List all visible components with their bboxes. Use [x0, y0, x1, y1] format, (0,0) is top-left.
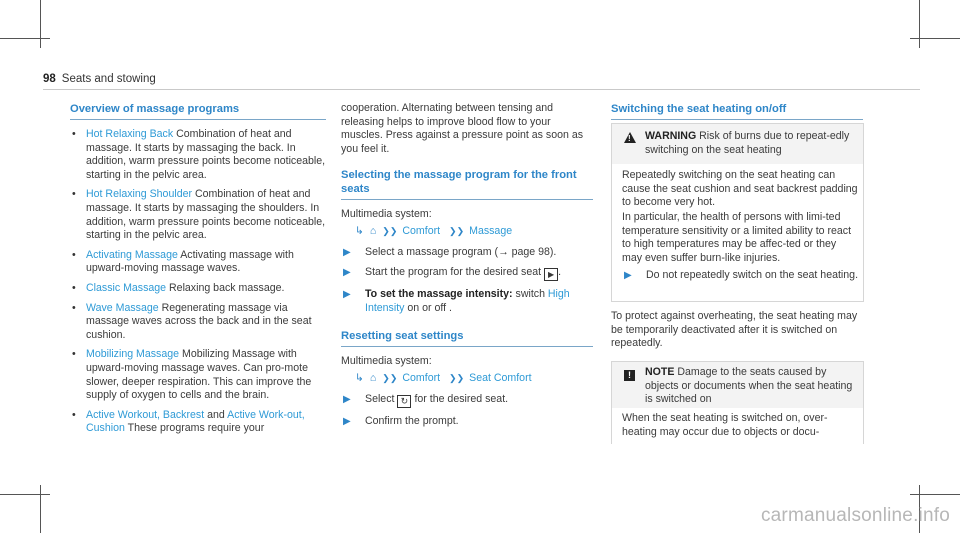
note-title: NOTE Damage to the seats caused by objects or documents when the seat heating is switched on: [645, 366, 853, 406]
step-arrow-icon: ▶: [343, 267, 351, 279]
return-arrow-icon: ↳: [355, 371, 364, 384]
protect-paragraph: To protect against overheating, the seat heating may be temporarily deactivated after it is switched on repeatedly.: [611, 310, 858, 350]
crop-mark: [0, 38, 50, 39]
program-link[interactable]: Active Work-out, Cushion: [86, 408, 305, 435]
step-arrow-icon: ▶: [343, 246, 351, 258]
chevron-right-icon: ❯❯: [382, 225, 398, 236]
program-link[interactable]: Classic Massage: [86, 281, 167, 294]
list-item: • Hot Relaxing Shoulder Combination of heat and massage. It starts by massaging the shoulders. In addition, warm pressure points become noticeable, starting in the pelvic area.: [70, 188, 326, 242]
note-box: [611, 361, 864, 444]
play-icon[interactable]: ▶: [544, 268, 558, 281]
list-item: • Mobilizing Massage Mobilizing Massage with upward-moving massage waves. Can pro-mote slower, deeper respiration. This can improve the supply of oxygen to cells and the brain.: [70, 348, 326, 402]
reset-icon[interactable]: ↻: [397, 395, 411, 408]
massage-program-list: [70, 128, 326, 436]
intro-paragraph: cooperation. Alternating between tensing and releasing helps to improve blood flow to your muscles. Press against a pressure point as soon as you feel it.: [341, 102, 584, 155]
section-heading: Resetting seat settings: [341, 330, 464, 343]
warning-paragraph: In particular, the health of persons with limi-ted temperature sensitivity or a limited ability to react to high temperatures may be affec-ted or they may even suffer burn-like injuries.: [622, 211, 852, 264]
chevron-right-icon: ❯❯: [382, 372, 398, 383]
watermark: carmanualsonline.info: [760, 505, 950, 526]
section-title: Seats and stowing: [61, 73, 156, 85]
nav-comfort[interactable]: Comfort: [402, 224, 441, 237]
chevron-right-icon: ❯❯: [449, 225, 465, 236]
instruction-step: ▶ To set the massage intensity: switch High Intensity on or off .: [343, 288, 570, 314]
heading-rule: [611, 119, 863, 120]
heading-rule: [70, 119, 326, 120]
warning-paragraph: Repeatedly switching on the seat heating can cause the seat cushion and seat backrest padding to become very hot.: [622, 169, 858, 209]
list-item: • Classic Massage Relaxing back massage.: [70, 282, 326, 296]
step-arrow-icon: ▶: [343, 415, 351, 427]
heading-rule: [341, 199, 593, 200]
instruction-step: ▶ Start the program for the desired seat ▶ .: [343, 266, 562, 280]
page-number: 98: [43, 73, 56, 85]
multimedia-label: Multimedia system:: [341, 355, 432, 368]
warning-box: [611, 123, 864, 302]
program-link[interactable]: Active Workout, Backrest: [86, 408, 205, 421]
header-divider: [43, 89, 920, 90]
crop-mark: [910, 494, 960, 495]
warning-title: WARNING Risk of burns due to repeat-edly switching on the seat heating: [645, 130, 850, 156]
instruction-step: ▶ Do not repeatedly switch on the seat heating.: [624, 269, 859, 281]
step-arrow-icon: ▶: [343, 289, 351, 301]
column-2: [341, 102, 593, 435]
nav-seat-comfort[interactable]: Seat Comfort: [469, 371, 532, 384]
note-paragraph: When the seat heating is switched on, over-heating may occur due to objects or docu-: [622, 412, 828, 438]
chevron-right-icon: ❯❯: [449, 372, 465, 383]
list-item: • Active Workout, Backrest and Active Work-out, Cushion These programs require your: [70, 409, 326, 436]
nav-path: [341, 372, 593, 386]
home-icon[interactable]: ⌂: [369, 224, 377, 237]
program-link[interactable]: Hot Relaxing Back: [86, 128, 174, 140]
heading-rule: [341, 346, 593, 347]
column-1: [70, 102, 326, 442]
note-icon: !: [624, 370, 635, 381]
section-heading: Overview of massage programs: [70, 103, 240, 115]
list-item: • Activating Massage Activating massage with upward-moving massage waves.: [70, 249, 326, 276]
list-item: • Hot Relaxing Back Combination of heat and massage. It starts by massaging the back. In addition, warm pressure points become noticeable, starting in the pelvic area.: [70, 128, 326, 182]
return-arrow-icon: ↳: [355, 224, 364, 237]
page-header: [43, 73, 156, 85]
crop-mark: [919, 0, 920, 48]
high-intensity-link[interactable]: High Intensity: [365, 288, 570, 314]
section-heading: Selecting the massage program for the front seats: [341, 169, 577, 196]
program-link[interactable]: Mobilizing Massage: [86, 348, 180, 361]
program-link[interactable]: Activating Massage: [86, 248, 178, 261]
crop-mark: [0, 494, 50, 495]
program-link[interactable]: Hot Relaxing Shoulder: [86, 188, 192, 201]
step-arrow-icon: ▶: [343, 393, 351, 405]
warning-icon: [624, 132, 636, 143]
multimedia-label: Multimedia system:: [341, 208, 432, 221]
instruction-step: ▶ Select a massage program (→ page 98).: [343, 245, 557, 258]
nav-path: [341, 225, 593, 239]
nav-comfort[interactable]: Comfort: [402, 371, 441, 384]
list-item: • Wave Massage Regenerating massage via massage waves across the back and in the seat cushion.: [70, 302, 326, 343]
instruction-step: ▶ Confirm the prompt.: [343, 414, 459, 427]
nav-massage[interactable]: Massage: [469, 224, 513, 237]
section-heading: Switching the seat heating on/off: [611, 103, 787, 115]
instruction-step: ▶ Select ↻ for the desired seat.: [343, 392, 509, 406]
crop-mark: [40, 0, 41, 48]
crop-mark: [910, 38, 960, 39]
home-icon[interactable]: ⌂: [369, 371, 377, 384]
step-arrow-icon: ▶: [624, 270, 632, 281]
crop-mark: [40, 485, 41, 533]
program-link[interactable]: Wave Massage: [86, 301, 159, 314]
